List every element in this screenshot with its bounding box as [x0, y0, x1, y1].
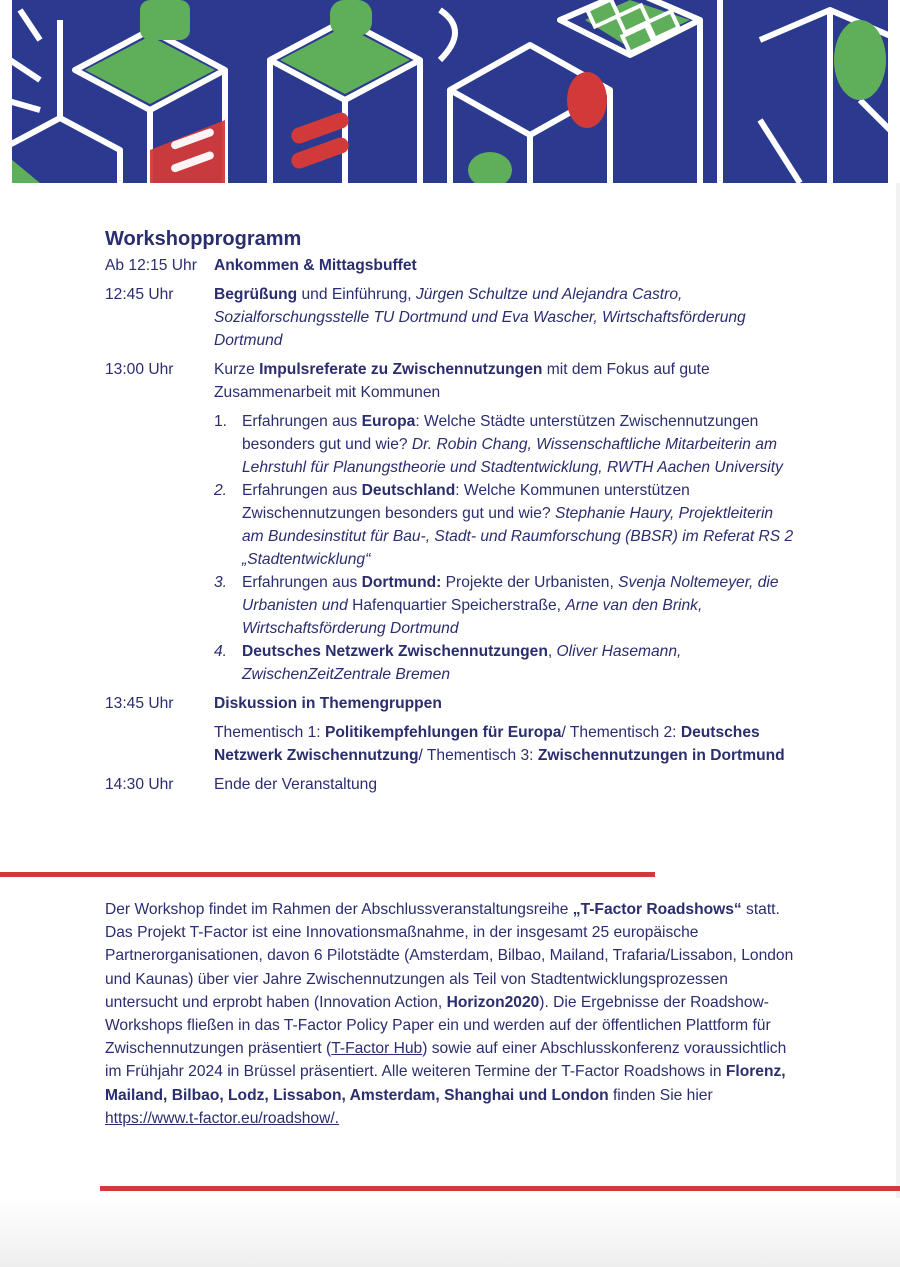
program-desc — [214, 692, 795, 767]
program-time: 13:00 Uhr — [105, 361, 174, 378]
t-factor-hub-link[interactable]: T-Factor Hub — [331, 1040, 423, 1058]
talk-number: 2. — [214, 482, 228, 499]
talk-bold: Deutschland — [361, 482, 456, 499]
info-bold: Horizon2020 — [446, 993, 540, 1011]
program-time: 13:45 Uhr — [105, 695, 174, 712]
theme-table-label: Thementisch 1: — [214, 724, 325, 741]
page-bottom-shade — [0, 1198, 900, 1267]
divider-red-bottom — [100, 1186, 900, 1191]
talk-item — [214, 571, 795, 640]
talk-text — [242, 410, 795, 479]
talk-pre: Erfahrungen aus — [242, 574, 362, 591]
talk-text — [242, 640, 795, 686]
info-bold: Florenz, Mailand, Bilbao, Lodz, Lissabon, Amsterdam, Shanghai und London — [105, 1063, 786, 1104]
talk-item — [214, 479, 795, 571]
program-row — [105, 283, 795, 352]
talk-list — [214, 410, 795, 686]
program-row — [105, 692, 795, 767]
program-desc — [214, 283, 795, 352]
info-bold: „T-Factor Roadshows“ — [572, 901, 742, 918]
program-time: 12:45 Uhr — [105, 286, 174, 303]
talk-body: Hafenquartier Speicherstraße, — [347, 597, 566, 614]
talk-speaker: Dr. Robin Chang, Wissenschaftliche Mitarbeiterin am Lehrstuhl für Planungstheorie und Stadtentwicklung, RWTH Aachen University — [242, 436, 783, 476]
roadshow-link[interactable]: https://www.t-factor.eu/roadshow/. — [105, 1109, 340, 1127]
program-item-text: mit dem Fokus auf gute Zusammenarbeit mit Kommunen — [214, 361, 710, 401]
talk-speaker: Svenja Noltemeyer, die Urbanisten und — [242, 574, 779, 614]
talk-number: 3. — [214, 574, 228, 591]
program-item-text: Kurze — [214, 361, 260, 378]
talk-text — [242, 571, 795, 640]
theme-table-title: Deutsches Netzwerk Zwischennutzung — [214, 724, 760, 764]
program-item-bold: Impulsreferate zu Zwischennutzungen — [259, 361, 543, 378]
theme-table-label: / Thementisch 3: — [418, 747, 538, 764]
program-title: Workshopprogramm — [105, 228, 302, 250]
info-text: finden Sie hier — [608, 1086, 713, 1104]
theme-table-label: / Thementisch 2: — [561, 724, 681, 741]
talk-body: : Welche Städte unterstützen Zwischennutzungen besonders gut und wie? — [242, 413, 759, 453]
talk-number: 4. — [214, 643, 228, 660]
info-text: statt. Das Projekt T-Factor ist eine Innovationsmaßnahme, in der insgesamt 25 europäische Partnerorganisationen, davon 6 Pilotstädte (Amsterdam, Bilbao, Mailand, Trafaria/Lissabon, London und Kaunas) über vier Jahre Zwischennutzungen als Teil von Stadtentwicklungsprozessen untersucht und erprobt haben (Innovation Action, — [105, 901, 794, 1011]
talk-item — [214, 410, 795, 479]
program-item-bold: Begrüßung — [214, 286, 298, 303]
talk-bold: Europa — [361, 413, 416, 430]
talk-number: 1. — [214, 413, 228, 430]
talk-bold: Dortmund: — [361, 574, 442, 591]
talk-speaker: Arne van den Brink, Wirtschaftsförderung Dortmund — [242, 597, 703, 637]
header-banner — [0, 0, 900, 183]
theme-table-title: Zwischennutzungen in Dortmund — [537, 747, 785, 764]
program-desc: Ende der Veranstaltung — [214, 776, 377, 793]
isometric-cubes-pattern-icon — [0, 0, 900, 183]
talk-body: Projekte der Urbanisten, — [441, 574, 619, 591]
talk-pre: Erfahrungen aus — [242, 482, 362, 499]
program-section — [105, 226, 795, 802]
info-text: ). Die Ergebnisse der Roadshow-Workshops fließen in das T-Factor Policy Paper ein und werden auf der öffentlichen Plattform für Zwischennutzungen präsentiert ( — [105, 993, 771, 1058]
talk-bold: Deutsches Netzwerk Zwischennutzungen — [242, 643, 548, 660]
info-text: ) sowie auf einer Abschlusskonferenz voraussichtlich im Frühjahr 2024 in Brüssel präsentiert. Alle weiteren Termine der T-Factor Roadshows in — [105, 1040, 787, 1081]
program-desc — [214, 254, 795, 277]
info-paragraph — [105, 898, 795, 1130]
program-item-speakers: Jürgen Schultze und Alejandra Castro, Sozialforschungsstelle TU Dortmund und Eva Wascher, Wirtschaftsförderung Dortmund — [214, 286, 746, 349]
info-text: Der Workshop findet im Rahmen der Abschlussveranstaltungsreihe — [105, 901, 573, 918]
program-time: Ab 12:15 Uhr — [105, 257, 197, 274]
talk-text — [242, 479, 795, 571]
theme-table-title: Politikempfehlungen für Europa — [324, 724, 562, 741]
talk-speaker: Oliver Hasemann, ZwischenZeitZentrale Bremen — [242, 643, 682, 683]
talk-pre: Erfahrungen aus — [242, 413, 362, 430]
program-desc — [214, 358, 795, 686]
program-row — [105, 254, 795, 277]
program-item-bold: Diskussion in Themengruppen — [214, 695, 442, 712]
theme-tables — [214, 721, 795, 767]
program-row — [105, 358, 795, 686]
program-item-bold: Ankommen & Mittagsbuffet — [214, 257, 417, 274]
program-time: 14:30 Uhr — [105, 776, 174, 793]
program-row — [105, 773, 795, 796]
talk-speaker: Stephanie Haury, Projektleiterin am Bundesinstitut für Bau-, Stadt- und Raumforschung (BBSR) im Referat RS 2 „Stadtentwicklung“ — [242, 505, 794, 568]
divider-red-top — [0, 872, 655, 877]
talk-item — [214, 640, 795, 686]
talk-body: : Welche Kommunen unterstützen Zwischennutzungen besonders gut und wie? — [242, 482, 690, 522]
talk-body: , — [547, 643, 557, 660]
program-item-text: und Einführung, — [297, 286, 416, 303]
page-edge — [896, 183, 900, 1198]
